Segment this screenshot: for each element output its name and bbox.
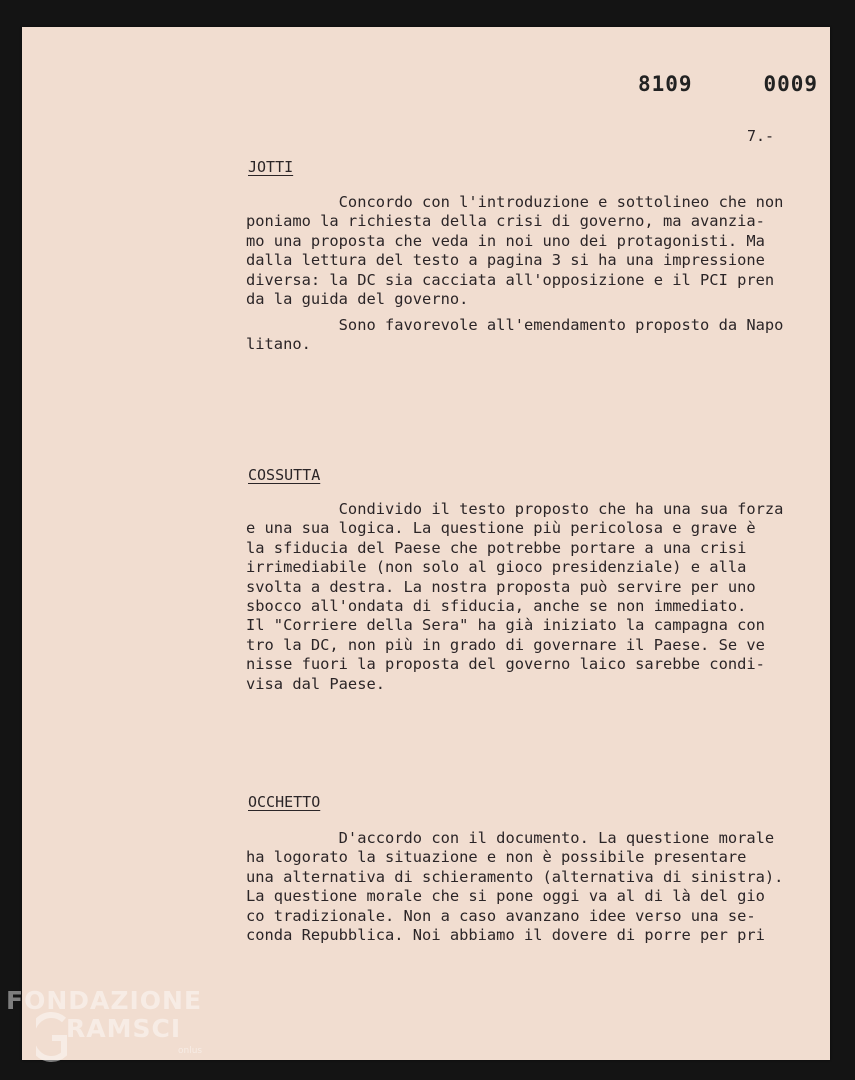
speaker-heading-jotti: JOTTI bbox=[248, 158, 294, 176]
archive-code: 8109 0009 bbox=[638, 72, 819, 96]
page-number: 7.- bbox=[747, 127, 775, 145]
paragraph-jotti-1: Concordo con l'introduzione e sottolineo che non poniamo la richiesta della crisi di governo, ma avanzia- mo una proposta che veda in noi uno dei protagonisti. Ma dalla lettura del testo a pagina 3 si ha una impressione diversa: la DC sia cacciata all'opposizione e il PCI pren da la guida del governo. bbox=[246, 193, 784, 309]
watermark-line1: FONDAZIONE bbox=[6, 986, 203, 1015]
gramsci-g-logo-icon bbox=[36, 1008, 68, 1064]
fondazione-gramsci-watermark bbox=[6, 986, 216, 1076]
paragraph-occhetto-1: D'accordo con il documento. La questione morale ha logorato la situazione e non è possibile presentare una alternativa di schieramento (alternativa di sinistra). La questione morale che si pone oggi va al di là del gio co tradizionale. Non a caso avanzano idee verso una se- conda Repubblica. Noi abbiamo il dovere di porre per pri bbox=[246, 829, 784, 945]
watermark-suffix: onlus bbox=[178, 1046, 203, 1056]
document-page bbox=[22, 27, 830, 1060]
paragraph-jotti-2: Sono favorevole all'emendamento proposto da Napo litano. bbox=[246, 316, 784, 354]
speaker-heading-cossutta: COSSUTTA bbox=[248, 466, 321, 484]
paragraph-cossutta-1: Condivido il testo proposto che ha una sua forza e una sua logica. La questione più pericolosa e grave è la sfiducia del Paese che potrebbe portare a una crisi irrimediabile (non solo al gioco presidenziale) e alla svolta a destra. La nostra proposta può servire per uno sbocco all'ondata di sfiducia, anche se non immediato. Il "Corriere della Sera" ha già iniziato la campagna con tro la DC, non più in grado di governare il Paese. Se ve nisse fuori la proposta del governo laico sarebbe condi- visa dal Paese. bbox=[246, 500, 784, 693]
speaker-heading-occhetto: OCCHETTO bbox=[248, 793, 321, 811]
watermark-line2: RAMSCI bbox=[66, 1014, 182, 1043]
